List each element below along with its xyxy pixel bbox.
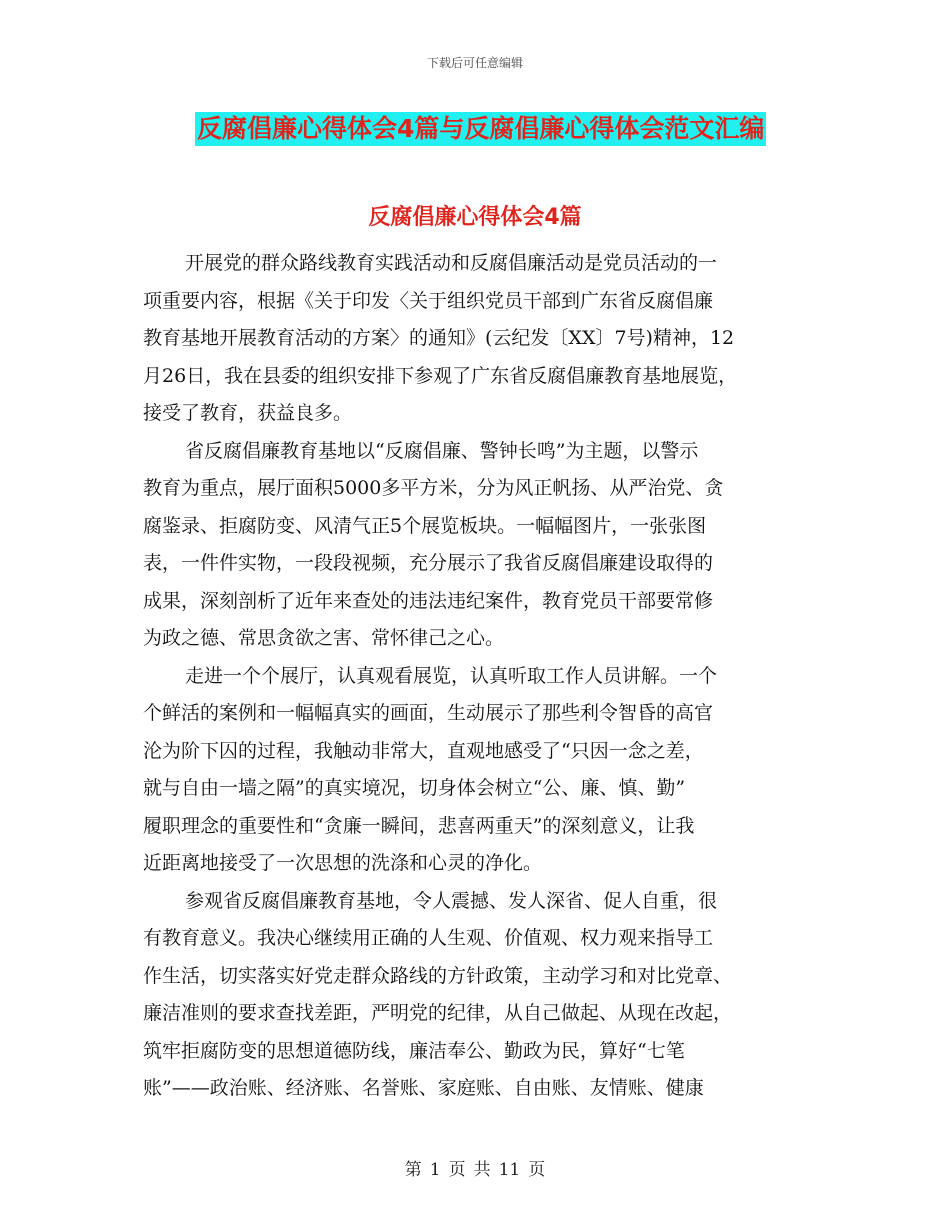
text-line: 参观省反腐倡廉教育基地，令人震撼、发人深省、促人自重，很 xyxy=(185,889,718,912)
text-line: 账”——政治账、经济账、名誉账、家庭账、自由账、友情账、健康 xyxy=(143,1077,704,1099)
page-label: 页 xyxy=(448,1160,466,1180)
text-line: 有教育意义。我决心继续用正确的人生观、价值观、权力观来指导工 xyxy=(143,927,714,949)
section-title: 反腐倡廉心得体会4篇 xyxy=(368,205,582,230)
text-line: 腐鉴录、拒腐防变、风清气正5个展览板块。一幅幅图片，一张张图 xyxy=(143,514,707,537)
text-line: 廉洁准则的要求查找差距，严明党的纪律，从自己做起、从现在改起， xyxy=(143,1002,733,1024)
page-footer xyxy=(0,1155,950,1180)
text-line: 就与自由一墙之隔”的真实境况，切身体会树立“公、廉、慎、勤” xyxy=(143,777,686,799)
text-line: 筑牢拒腐防变的思想道德防线，廉洁奉公、勤政为民，算好“七笔 xyxy=(143,1039,685,1062)
text-line: 走进一个个展厅，认真观看展览，认真听取工作人员讲解。一个 xyxy=(185,664,718,687)
text-line: 月26日，我在县委的组织安排下参观了广东省反腐倡廉教育基地展览， xyxy=(143,364,738,387)
text-line: 个鲜活的案例和一幅幅真实的画面，生动展示了那些利令智昏的高官 xyxy=(143,702,714,724)
document-body xyxy=(143,245,807,1108)
paragraph xyxy=(143,883,807,1108)
text-line: 表，一件件实物，一段段视频，充分展示了我省反腐倡廉建设取得的 xyxy=(143,552,714,574)
paragraph xyxy=(143,245,807,433)
total-label: 页 xyxy=(528,1160,546,1180)
page-label: 第 xyxy=(404,1160,422,1180)
text-line: 近距离地接受了一次思想的洗涤和心灵的净化。 xyxy=(143,852,543,874)
paragraph xyxy=(143,433,807,658)
total-pages: 11 xyxy=(498,1160,521,1180)
text-line: 教育为重点，展厅面积5000多平方米，分为风正帆扬、从严治党、贪 xyxy=(143,477,724,499)
text-line: 省反腐倡廉教育基地以“反腐倡廉、警钟长鸣”为主题，以警示 xyxy=(185,439,699,462)
page-header-note: 下载后可任意编辑 xyxy=(426,56,523,70)
paragraph xyxy=(143,658,807,883)
text-line: 为政之德、常思贪欲之害、常怀律己之心。 xyxy=(143,627,505,649)
text-line: 作生活，切实落实好党走群众路线的方针政策，主动学习和对比党章、 xyxy=(143,964,733,987)
text-line: 履职理念的重要性和“贪廉一瞬间，悲喜两重天”的深刻意义，让我 xyxy=(143,814,695,837)
document-title: 反腐倡廉心得体会4篇与反腐倡廉心得体会范文汇编 xyxy=(195,112,766,146)
text-line: 接受了教育，获益良多。 xyxy=(143,402,353,424)
text-line: 沦为阶下囚的过程，我触动非常大，直观地感受了“只因一念之差， xyxy=(143,739,704,762)
page-number: 1 xyxy=(429,1160,441,1180)
text-line: 开展党的群众路线教育实践活动和反腐倡廉活动是党员活动的一 xyxy=(185,252,718,274)
text-line: 成果，深刻剖析了近年来查处的违法违纪案件，教育党员干部要常修 xyxy=(143,589,714,612)
total-label: 共 xyxy=(473,1160,491,1180)
text-line: 项重要内容，根据《关于印发〈关于组织党员干部到广东省反腐倡廉 xyxy=(143,289,714,312)
text-line: 教育基地开展教育活动的方案〉的通知》(云纪发〔XX〕7号)精神，12 xyxy=(143,327,735,349)
